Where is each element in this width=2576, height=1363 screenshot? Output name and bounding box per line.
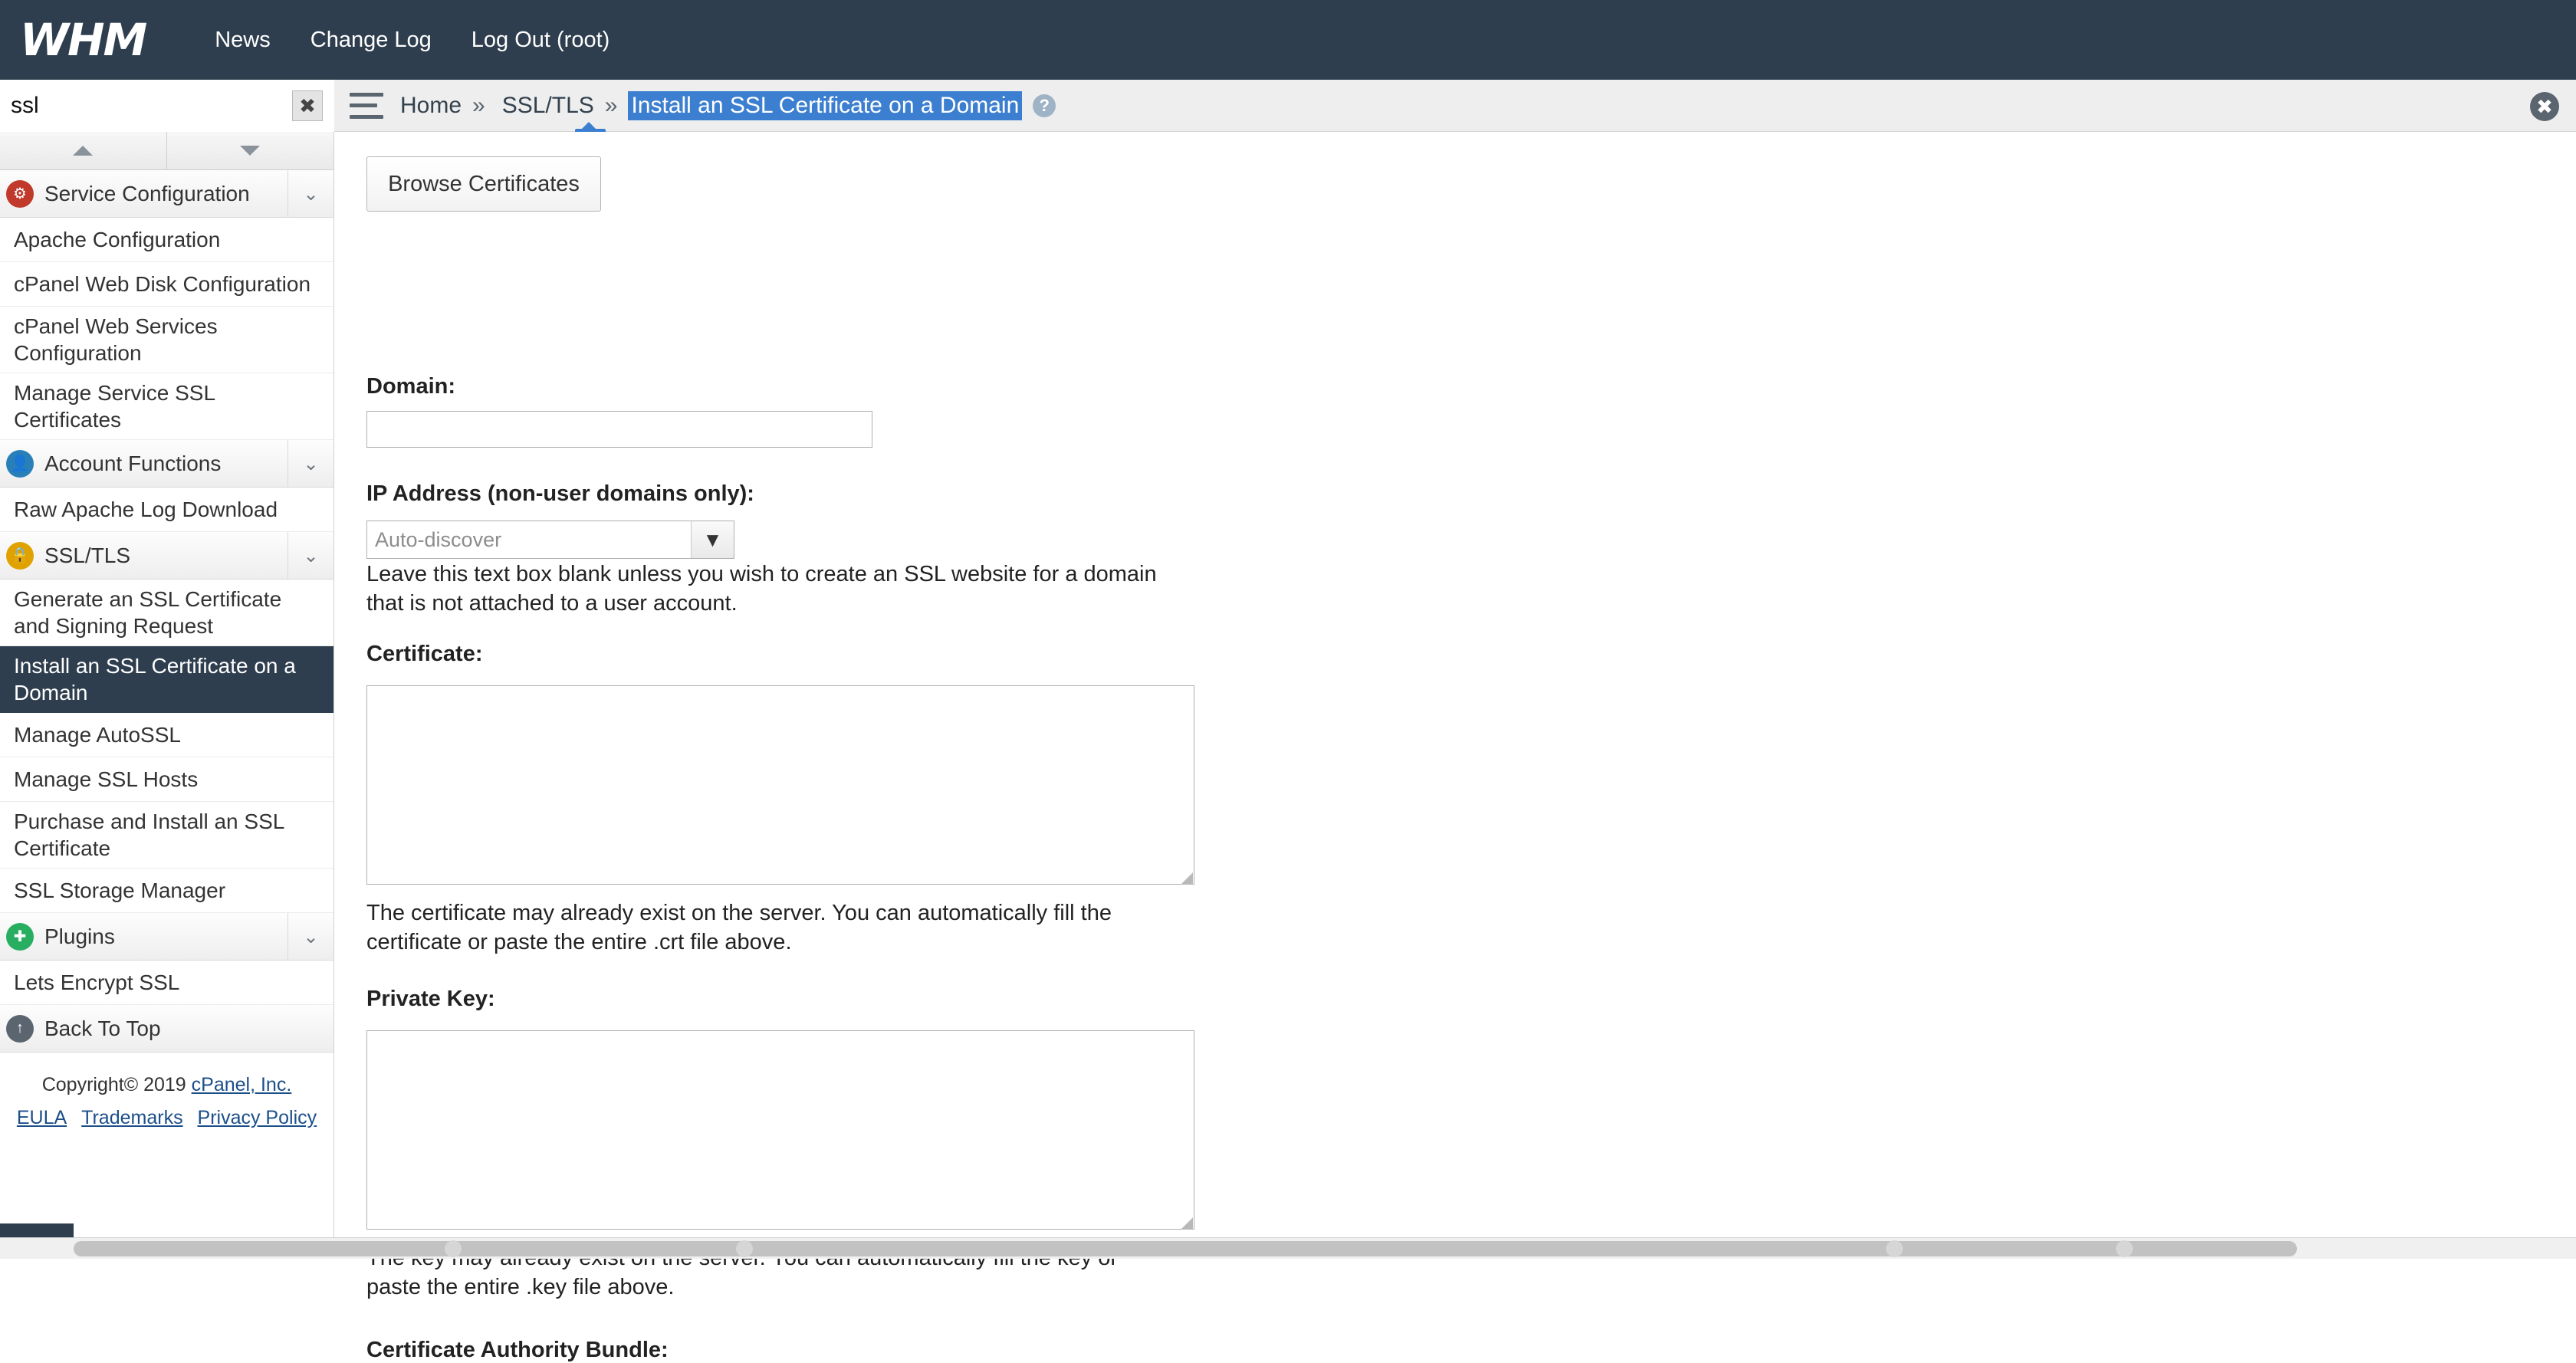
sidebar-group-label: Account Functions [44, 451, 222, 475]
sidebar-item-manage-service-ssl-certificates[interactable]: Manage Service SSL Certificates [0, 373, 334, 440]
domain-label: Domain: [366, 374, 455, 399]
sidebar-group-account-functions[interactable] [0, 440, 334, 488]
main-content [334, 132, 2576, 1362]
lock-icon: 🔒 [6, 542, 34, 570]
sidebar-item-manage-ssl-hosts[interactable]: Manage SSL Hosts [0, 757, 334, 802]
private-key-textarea[interactable] [366, 1030, 1194, 1230]
copyright-prefix: Copyright© 2019 [41, 1074, 192, 1095]
private-key-label: Private Key: [366, 987, 495, 1011]
sidebar-scroll-down-button[interactable] [167, 132, 334, 169]
arrow-up-circle-icon: ↑ [6, 1015, 34, 1043]
browse-certificates-button[interactable]: Browse Certificates [366, 156, 601, 212]
menu-icon[interactable] [350, 93, 383, 119]
account-functions-icon: 👤 [6, 450, 34, 478]
ip-address-select[interactable] [366, 521, 734, 559]
sidebar-group-label: Plugins [44, 924, 115, 948]
close-icon[interactable]: ✖ [2530, 92, 2559, 121]
certificate-label: Certificate: [366, 642, 483, 666]
sidebar-item-generate-ssl-certificate-and-signing-request[interactable]: Generate an SSL Certificate and Signing Request [0, 580, 334, 646]
back-to-top-label: Back To Top [44, 1016, 161, 1040]
copyright-text [0, 1053, 334, 1096]
sidebar-item-install-an-ssl-certificate-on-a-domain[interactable]: Install an SSL Certificate on a Domain [0, 646, 334, 713]
plugins-icon: ✚ [6, 923, 34, 951]
topnav-news[interactable]: News [215, 27, 271, 52]
sidebar-item-ssl-storage-manager[interactable]: SSL Storage Manager [0, 869, 334, 913]
service-config-icon: ⚙ [6, 180, 34, 208]
sidebar-scroll-up-button[interactable] [0, 132, 167, 169]
cpanel-inc-link[interactable]: cPanel, Inc. [191, 1074, 292, 1095]
ip-address-label: IP Address (non-user domains only): [366, 481, 754, 506]
clear-search-icon[interactable]: ✖ [292, 90, 323, 121]
caret-down-icon [240, 146, 260, 156]
chevron-down-icon[interactable]: ⌄ [288, 532, 334, 580]
sidebar-search-row [0, 80, 334, 132]
sidebar-group-label: Service Configuration [44, 181, 250, 205]
chevron-down-icon[interactable]: ▼ [691, 521, 734, 558]
taskbar-dot [1886, 1240, 1903, 1257]
sidebar-group-label: SSL/TLS [44, 543, 131, 567]
taskbar-dot [445, 1240, 462, 1257]
breadcrumb-separator: » [472, 92, 485, 118]
ip-address-help-text: Leave this text box blank unless you wish to create an SSL website for a domain that is not attached to a user account. [366, 562, 1157, 616]
horizontal-scrollbar-thumb[interactable] [74, 1241, 2297, 1256]
private-key-help-text: paste the entire .key file above. [366, 1275, 675, 1300]
ip-address-selected-value: Auto-discover [375, 527, 502, 551]
taskbar-left-edge [0, 1223, 74, 1237]
sidebar-group-service-configuration[interactable] [0, 170, 334, 218]
sidebar-group-plugins[interactable] [0, 913, 334, 961]
chevron-down-icon[interactable]: ⌄ [288, 170, 334, 218]
breadcrumb-separator: » [604, 92, 618, 118]
breadcrumb-current-page: Install an SSL Certificate on a Domain [628, 91, 1022, 120]
sidebar-item-cpanel-web-services-configuration[interactable]: cPanel Web Services Configuration [0, 307, 334, 373]
back-to-top-button[interactable] [0, 1005, 334, 1053]
domain-input[interactable] [366, 411, 872, 448]
trademarks-link[interactable]: Trademarks [81, 1107, 183, 1128]
legal-links [0, 1107, 334, 1129]
sidebar-scroll-buttons [0, 132, 334, 170]
topnav-log-out[interactable]: Log Out (root) [471, 27, 610, 52]
taskbar-dot [2116, 1240, 2133, 1257]
sidebar-item-manage-autossl[interactable]: Manage AutoSSL [0, 713, 334, 757]
sidebar-item-raw-apache-log-download[interactable]: Raw Apache Log Download [0, 488, 334, 532]
horizontal-scrollbar[interactable] [0, 1237, 2576, 1259]
certificate-resize-handle[interactable] [1181, 872, 1193, 885]
help-icon[interactable]: ? [1033, 94, 1056, 117]
certificate-help-text: The certificate may already exist on the server. You can automatically fill the certificate or paste the entire .crt file above. [366, 901, 1112, 955]
sidebar [0, 80, 334, 1259]
sidebar-item-lets-encrypt-ssl[interactable]: Lets Encrypt SSL [0, 961, 334, 1005]
sidebar-item-cpanel-web-disk-configuration[interactable]: cPanel Web Disk Configuration [0, 262, 334, 307]
breadcrumb-ssl-tls[interactable]: SSL/TLS [501, 92, 594, 118]
whm-logo: WHM [20, 14, 146, 66]
eula-link[interactable]: EULA [16, 1107, 67, 1128]
caret-up-icon [73, 146, 93, 156]
chevron-down-icon[interactable]: ⌄ [288, 440, 334, 488]
sidebar-item-purchase-and-install-an-ssl-certificate[interactable]: Purchase and Install an SSL Certificate [0, 802, 334, 869]
certificate-textarea[interactable] [366, 685, 1194, 885]
top-bar [0, 0, 2576, 80]
taskbar-dot [736, 1240, 753, 1257]
chevron-down-icon[interactable]: ⌄ [288, 913, 334, 961]
private-key-resize-handle[interactable] [1181, 1217, 1193, 1230]
sidebar-item-apache-configuration[interactable]: Apache Configuration [0, 218, 334, 262]
ca-bundle-label: Certificate Authority Bundle: [366, 1338, 669, 1362]
search-input[interactable] [0, 80, 334, 132]
topnav-change-log[interactable]: Change Log [310, 27, 432, 52]
privacy-policy-link[interactable]: Privacy Policy [197, 1107, 317, 1128]
breadcrumb-bar [334, 80, 2576, 132]
sidebar-group-ssl-tls[interactable] [0, 532, 334, 580]
breadcrumb-home[interactable]: Home [400, 92, 462, 118]
